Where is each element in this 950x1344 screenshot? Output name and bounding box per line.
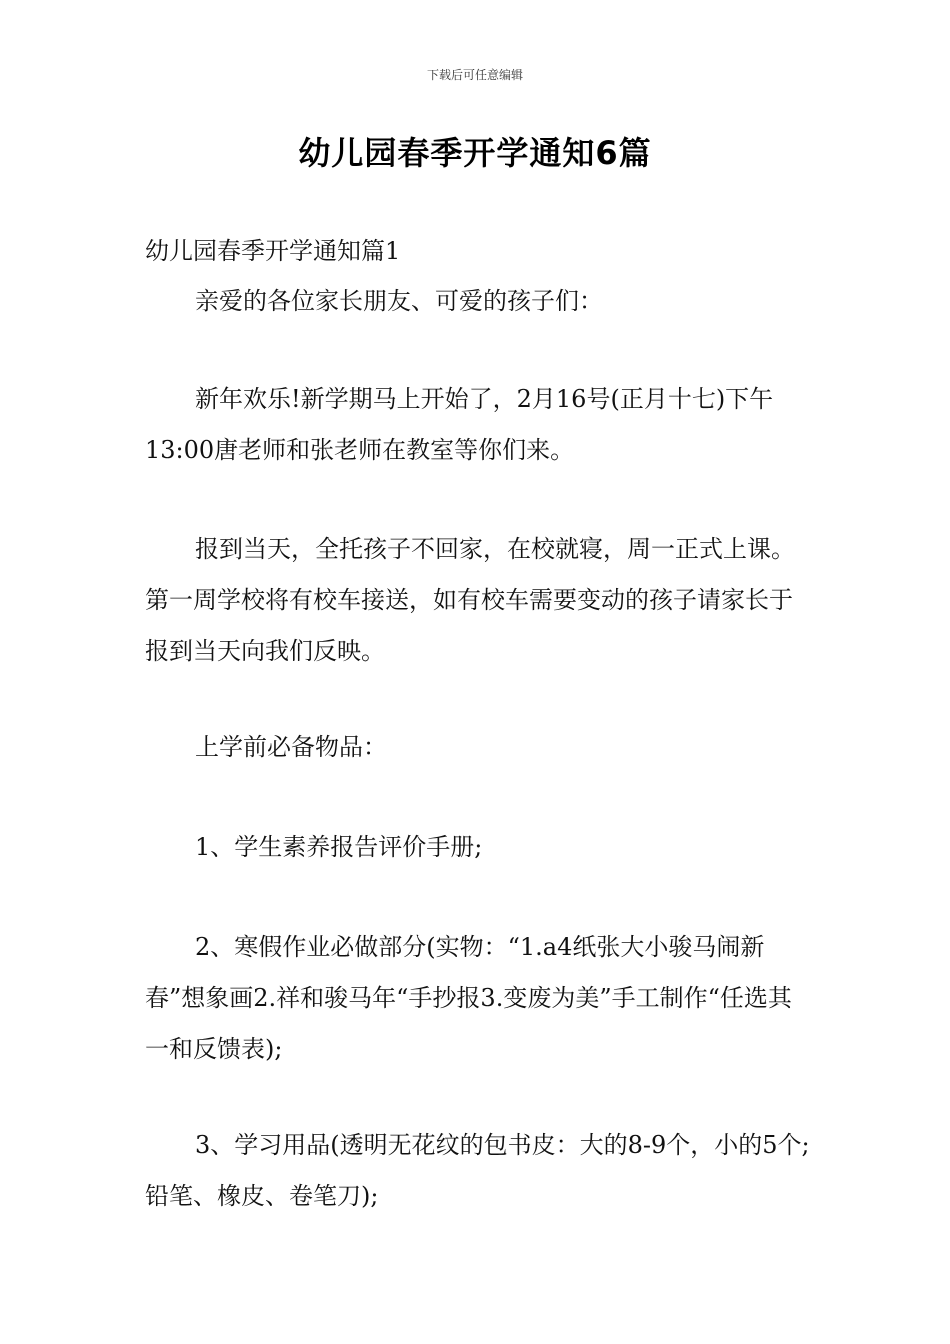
list-item-text: 2、寒假作业必做部分(实物：“1.a4纸张大小骏马闹新春”想象画2.祥和骏马年“手抄报3.变废为美”手工制作“任选其一和反馈表); [145, 933, 792, 1063]
list-item-text: 3、学习用品(透明无花纹的包书皮：大的8-9个，小的5个;铅笔、橡皮、卷笔刀); [145, 1131, 810, 1210]
greeting-paragraph [145, 276, 810, 327]
document-title: 幼儿园春季开学通知6篇 [298, 134, 652, 172]
paragraph [145, 524, 810, 677]
section-heading-text: 幼儿园春季开学通知篇1 [145, 237, 401, 265]
list-item [145, 822, 810, 873]
paragraph [145, 722, 810, 773]
list-item [145, 922, 810, 1075]
list-item [145, 1120, 810, 1222]
paragraph-text: 报到当天，全托孩子不回家，在校就寝，周一正式上课。第一周学校将有校车接送，如有校车需要变动的孩子请家长于报到当天向我们反映。 [145, 535, 795, 665]
paragraph-text: 新年欢乐!新学期马上开始了，2月16号(正月十七)下午13:00唐老师和张老师在教室等你们来。 [145, 385, 774, 464]
list-item-text: 1、学生素养报告评价手册; [195, 833, 483, 861]
header-note: 下载后可任意编辑 [426, 68, 523, 82]
paragraph [145, 374, 810, 476]
greeting-text: 亲爱的各位家长朋友、可爱的孩子们： [195, 287, 603, 315]
paragraph-text: 上学前必备物品： [195, 733, 387, 761]
section-heading [145, 226, 810, 277]
